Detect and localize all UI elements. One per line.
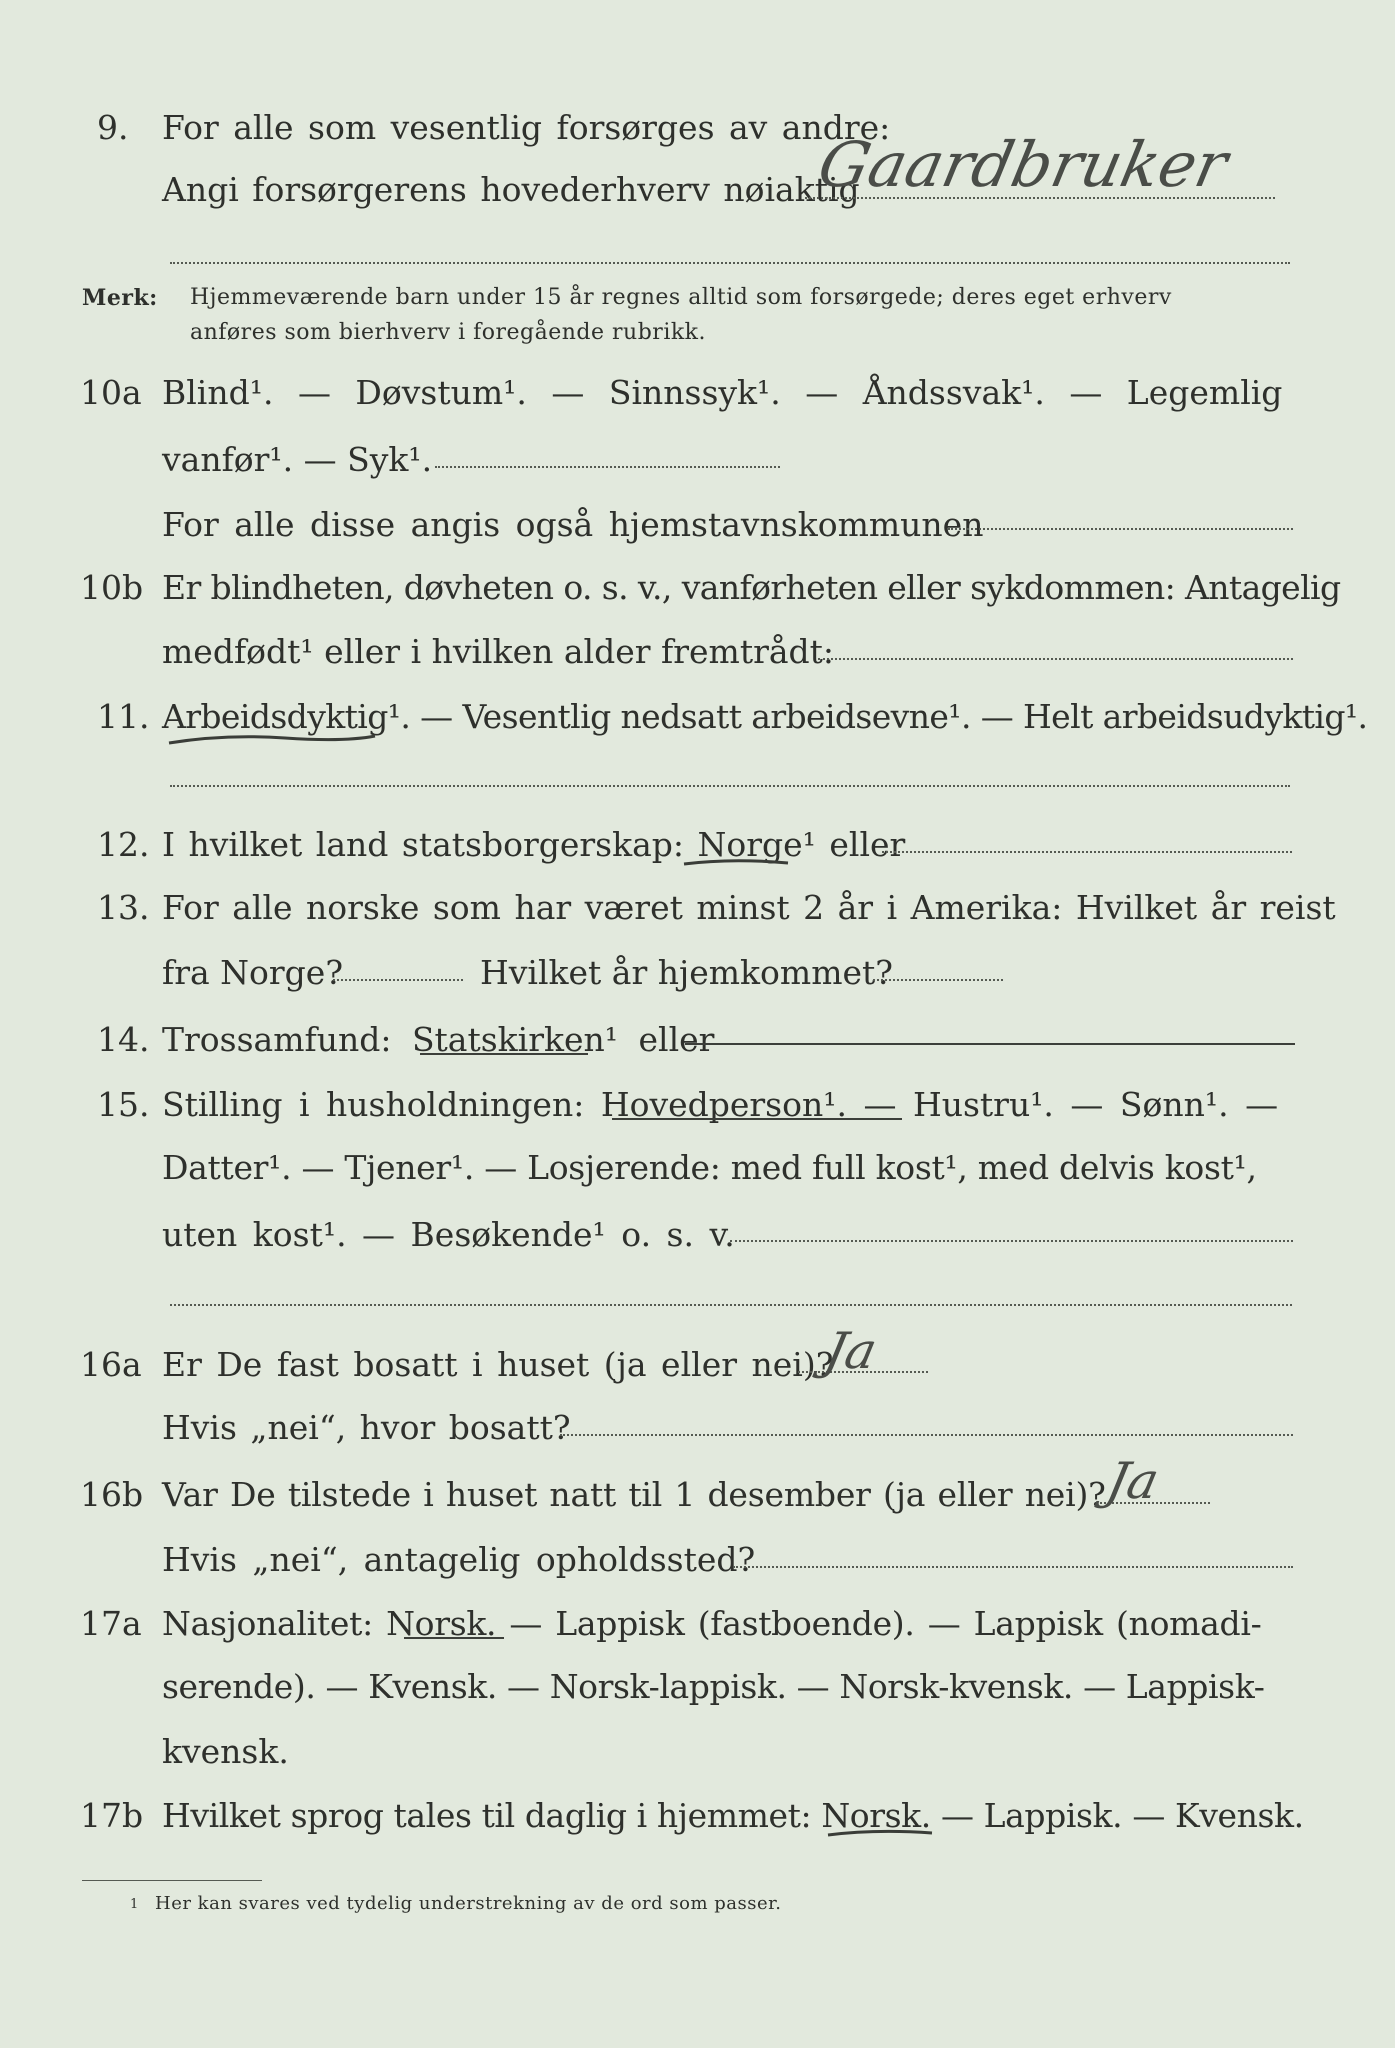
q12-norge-underline <box>682 856 792 872</box>
q16a-line1: Er De fast bosatt i huset (ja eller nei)? <box>162 1345 834 1384</box>
q14-line1: Trossamfund: Statskirken¹ eller <box>162 1020 715 1059</box>
q10a-line2: vanfør¹. — Syk¹. <box>162 440 433 479</box>
q16b-line2: Hvis „nei“, antagelig opholdssted? <box>162 1540 756 1579</box>
q13-line2a: fra Norge? <box>162 953 344 992</box>
q10a-syk-dotted-line <box>435 466 780 468</box>
merk-line1: Hjemmeværende barn under 15 år regnes alltid som forsørgede; deres eget erhverv <box>190 285 1172 310</box>
q11-line1: Arbeidsdyktig¹. — Vesentlig nedsatt arbeidsevne¹. — Helt arbeidsudyktig¹. <box>162 697 1368 736</box>
q17b-norsk-underline <box>826 1826 936 1842</box>
q13-hjemkommet-dotted-line <box>873 979 1003 981</box>
q9-line2: Angi forsørgerens hovederhverv nøiaktig <box>162 170 860 209</box>
footnote-mark: 1 <box>130 1897 139 1912</box>
q9-number: 9. <box>97 108 129 147</box>
q15-line3: uten kost¹. — Besøkende¹ o. s. v. <box>162 1215 735 1254</box>
q17b-number: 17b <box>80 1796 144 1835</box>
q17a-line3: kvensk. <box>162 1732 289 1771</box>
q17b-line1: Hvilket sprog tales til daglig i hjemmet: Norsk. — Lappisk. — Kvensk. <box>162 1796 1304 1835</box>
q15-line2: Datter¹. — Tjener¹. — Losjerende: med full kost¹, med delvis kost¹, <box>162 1148 1257 1187</box>
q9-extra-dotted-line <box>170 262 1290 264</box>
footnote-text: Her kan svares ved tydelig understrekning av de ord som passer. <box>155 1893 782 1914</box>
q10b-line1: Er blindheten, døvheten o. s. v., vanførheten eller sykdommen: Antagelig <box>162 568 1341 607</box>
q12-dotted-line <box>882 851 1292 853</box>
q15-hovedperson-underline <box>612 1118 902 1120</box>
q16a-handwritten-answer: Ja <box>819 1322 883 1380</box>
q16b-number: 16b <box>80 1475 144 1514</box>
q11-number: 11. <box>97 697 150 736</box>
q13-reist-dotted-line <box>333 979 463 981</box>
q13-number: 13. <box>97 888 150 927</box>
q12-line1: I hvilket land statsborgerskap: Norge¹ eller <box>162 825 906 864</box>
q12-number: 12. <box>97 825 150 864</box>
q10a-line1: Blind¹. — Døvstum¹. — Sinnssyk¹. — Åndssvak¹. — Legemlig <box>162 373 1283 412</box>
q15-dotted-line <box>730 1240 1293 1242</box>
q17a-norsk-underline <box>404 1637 504 1639</box>
merk-label: Merk: <box>82 285 158 311</box>
q14-number: 14. <box>97 1020 150 1059</box>
q17a-line2: serende). — Kvensk. — Norsk-lappisk. — Norsk-kvensk. — Lappisk- <box>162 1667 1265 1706</box>
q10b-dotted-line <box>818 658 1293 660</box>
q15-extra-dotted-line <box>170 1304 1292 1306</box>
q13-line1: For alle norske som har været minst 2 år i Amerika: Hvilket år reist <box>162 888 1336 927</box>
q16a-number: 16a <box>80 1345 142 1384</box>
q13-line2b: Hvilket år hjemkommet? <box>480 953 893 992</box>
q16b-opholdssted-dotted-line <box>733 1566 1293 1568</box>
q10a-line3: For alle disse angis også hjemstavnskommunen <box>162 505 984 544</box>
q9-line1: For alle som vesentlig forsørges av andre: <box>162 108 891 147</box>
q15-line1: Stilling i husholdningen: Hovedperson¹. — Hustru¹. — Sønn¹. — <box>162 1085 1279 1124</box>
q14-statskirken-underline <box>420 1053 588 1055</box>
q16b-line1: Var De tilstede i huset natt til 1 desember (ja eller nei)? <box>162 1475 1106 1514</box>
q16b-handwritten-answer: Ja <box>1101 1452 1165 1510</box>
q17a-line1: Nasjonalitet: Norsk. — Lappisk (fastboende). — Lappisk (nomadi- <box>162 1604 1262 1643</box>
q9-handwritten-answer: Gaardbruker <box>812 128 1234 201</box>
q10b-line2: medfødt¹ eller i hvilken alder fremtrådt: <box>162 632 835 671</box>
q17a-number: 17a <box>80 1604 142 1643</box>
q10b-number: 10b <box>80 568 144 607</box>
q10a-hjemstavn-dotted-line <box>948 528 1293 530</box>
q15-number: 15. <box>97 1085 150 1124</box>
q16a-line2: Hvis „nei“, hvor bosatt? <box>162 1408 571 1447</box>
q14-answer-line <box>685 1043 1295 1045</box>
q10a-number: 10a <box>80 373 142 412</box>
q16a-bosatt-dotted-line <box>560 1434 1293 1436</box>
footnote-rule <box>82 1880 262 1881</box>
merk-line2: anføres som bierhverv i foregående rubrikk. <box>190 320 707 345</box>
q11-arbeidsdyktig-underline <box>165 728 380 750</box>
q11-extra-dotted-line <box>170 785 1290 787</box>
